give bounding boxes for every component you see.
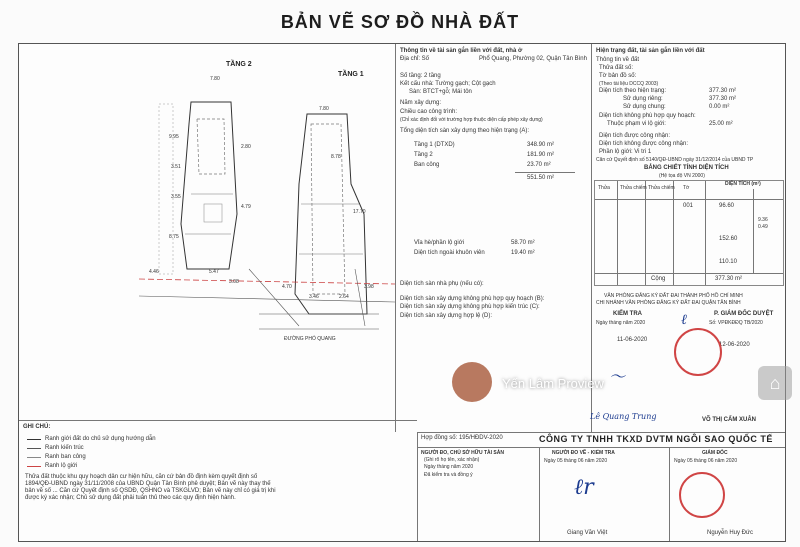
road-width: Phần lộ giới: Vi tri 1 [599,149,652,155]
legend-item: Ranh giới đất do chủ sử dụng hướng dẫn [45,436,156,442]
dim-label: 3.46 [309,294,319,300]
table-cell: 152.60 [719,236,738,242]
signature: 〜 [609,367,626,386]
dim-label: 3.08 [229,279,239,285]
company-seal [679,472,725,518]
dim-label: 4.79 [241,204,251,210]
area-table-subtitle: (Hệ tọa độ VN 2000) [659,173,705,179]
table-header: Tờ [683,185,690,191]
table-cell: 0.49 [758,224,768,230]
street-label: ĐƯỜNG PHỔ QUANG [284,336,336,342]
dim-label: 2.80 [241,144,251,150]
road-label: Thuộc phạm vi lộ giới: [607,121,666,127]
table-cell: 96.60 [719,203,735,209]
land-info-title: Thông tin về đất [596,57,640,63]
dim-label: 3.55 [171,194,181,200]
actual-note: (Chỉ xác định đối với trường hợp thuộc diện cấp phép xây dựng) [400,117,543,123]
table-cell: 110.10 [719,259,737,265]
divider-plan [395,44,396,432]
table-col [753,189,754,273]
outside-label: Diện tích ngoài khuôn viên [414,250,485,256]
unapproved-c: Diện tích sàn xây dựng không phù hợp kiến trúc (C): [400,304,540,310]
private-value: 377.30 m² [709,96,737,102]
dim-label: 3.51 [171,164,181,170]
legend-line [27,457,41,458]
area-row-label: Tầng 2 [414,152,433,158]
legend-line [27,448,41,449]
setback-value: 58.70 m² [511,240,535,246]
table-header: DIỆN TÍCH (m²) [725,181,761,187]
notes-title: GHI CHÚ: [23,424,51,430]
date-label: Ngày tháng năm 2020 [596,320,646,326]
shared-label: Sử dụng chung: [623,104,666,110]
parcel-no: Thửa đất số: [599,65,634,71]
owner-note: (Ghi rõ họ tên, xác nhận) [424,457,480,463]
bottom-line [417,447,785,448]
legend-item: Ranh kiến trúc [45,445,84,451]
table-row-line [595,199,783,200]
dim-label: 3.98 [364,284,374,290]
table-cell: 9.36 [758,217,768,223]
owner-date: Ngày tháng năm 2020 [424,464,474,470]
table-col [673,181,674,285]
owner-note2: Đã kiểm tra và đồng ý [424,472,473,478]
area-row-value: 181.90 m² [527,152,555,158]
legend-item: Ranh lộ giới [45,463,78,469]
office-name: VĂN PHÒNG ĐĂNG KÝ ĐẤT ĐAI THÀNH PHỐ HỒ CHÍ MINH [604,293,743,299]
year-built: Năm xây dựng: [400,100,442,106]
table-header: Thửa chiếm [648,185,675,191]
table-col [705,181,706,285]
director-title: P. GIÁM ĐỐC DUYỆT [714,311,774,317]
dim-label: 2.64 [339,294,349,300]
divider-notes [19,420,417,421]
approved-d: Diện tích sàn xây dựng hợp lệ (D): [400,313,492,319]
drawing-frame [18,43,786,542]
auxiliary-area: Diện tích sàn nhà phụ (nếu có): [400,281,484,287]
map-sheet: Tờ bản đồ số: [599,73,637,79]
page-title: BẢN VẼ SƠ ĐỒ NHÀ ĐẤT [280,12,520,32]
date-approved: 12-06-2020 [719,342,750,348]
table-header: Thửa [598,185,610,191]
dim-label: 17.70 [353,209,366,215]
table-row-line [595,273,783,274]
dim-label: 9.95 [169,134,179,140]
plan-drawing [19,64,395,364]
signer-name: Lê Quang Trung [590,412,657,421]
watermark-text: Yến Lâm Proview [502,376,604,391]
setback-label: Vỉa hè/phần lộ giới [414,240,464,246]
road-value: 25.00 m² [709,121,733,127]
owner-label: NGƯỜI ĐO, CHỦ SỞ HỮU TÀI SẢN [421,450,504,456]
not-recognized-label: Diện tích không được công nhận: [599,141,689,147]
floor1-label: TẦNG 1 [338,71,364,78]
area-table [594,180,784,286]
dim-label: 7.80 [210,76,220,82]
area-table-title: BẢNG CHIẾT TÍNH DIỆN TÍCH [644,165,729,171]
area-row-value: 348.90 m² [527,142,555,148]
actual-area-label: Diện tích theo hiện trạng: [599,88,667,94]
branch-name: CHI NHÁNH VĂN PHÒNG ĐĂNG KÝ ĐẤT ĐAI QUẬN TÂN BÌNH [596,300,741,306]
table-col [617,181,618,285]
total-area-value: 551.50 m² [527,175,555,181]
table-cell: 001 [683,203,694,209]
signature: ℓr [574,475,594,500]
table-total-value: 377.30 m² [715,276,743,282]
recognized-label: Diện tích được công nhận: [599,133,670,139]
sum-line [515,172,575,173]
dim-label: 4.70 [282,284,292,290]
decision: Căn cứ Quyết định số 5140/QĐ-UBND ngày 31/12/2014 của UBND TP [596,157,754,163]
reference: (Theo tài liệu DCCQ 2003) [599,81,659,87]
divider-bottom-left [417,432,418,541]
unapproved-b: Diện tích sàn xây dựng không phù hợp quy hoạch (B): [400,296,545,302]
director-name: Nguyễn Huy Đức [707,530,754,536]
dim-label: 8.78 [331,154,341,160]
record-code: Số: VPĐKĐĐQ TB/2020 [709,320,763,326]
address-value: Phổ Quang, Phường 02, Quận Tân Bình [479,56,587,62]
legend-line [27,466,41,467]
bottom-divider [669,447,670,541]
area-row-value: 23.70 m² [527,162,551,168]
table-header: Thửa chiếm [620,185,647,191]
private-label: Sử dụng riêng: [623,96,663,102]
actual-area-value: 377.30 m² [709,88,737,94]
unapproved-label: Diện tích không phù hợp quy hoạch: [599,113,696,119]
outside-value: 19.40 m² [511,250,535,256]
dim-label: 4.46 [149,269,159,275]
watermark-logo-icon [452,362,492,402]
bottom-divider [539,447,540,541]
surveyor-title: NGƯỜI ĐO VẼ - KIỂM TRA [552,450,615,456]
signature: ℓ [681,312,687,328]
home-icon: ⌂ [758,366,792,400]
shared-value: 0.00 m² [709,104,730,110]
date-checked: 11-06-2020 [617,337,648,343]
director-bottom-title: GIÁM ĐỐC [702,450,728,456]
company-name: CÔNG TY TNHH TKXD DVTM NGÔI SAO QUỐC TẾ [539,434,773,444]
table-total-label: Cộng [651,276,666,282]
height: Chiều cao công trình: [400,109,458,115]
area-row-label: Tầng 1 (DTXD) [414,142,455,148]
table-col [645,181,646,285]
signer-name: VÕ THỊ CẨM XUÂN [702,417,756,423]
land-info-header: Hiện trạng đất, tài sản gắn liền với đất [596,48,705,54]
checked-title: KIỂM TRA [613,311,642,317]
watermark [452,362,792,404]
area-row-label: Ban công [414,162,440,168]
total-area-label: Tổng diện tích sàn xây dựng theo hiện trạng (A): [400,128,530,134]
surveyor-name: Giang Văn Việt [567,530,608,536]
structure: Kết cấu nhà: Tường gạch; Cột gạch [400,81,496,87]
divider-bottom [417,432,785,433]
dim-label: 7.80 [319,106,329,112]
dim-label: 8.75 [169,234,179,240]
director-date: Ngày 05 tháng 06 năm 2020 [674,458,738,464]
notes-text: Thửa đất thuộc khu quy hoạch dân cư hiện hữu, căn cứ bản đồ định kèm quyết định số 1894/QĐ-UBND ngày 31/11/2008 của UBND Quận Tân Bình phê duyệt; Bản vẽ này thay thế bản vẽ số ... Căn cứ Quyết định số QSDĐ, QSHNO và TSKGLVD; Bản vẽ này chỉ có giá trị khi được ký xác nhận; Chủ sử dụng đất phải tuân thủ theo các quy định hiện hành. [25,474,276,501]
contract-no: Hợp đồng số: 195/HĐDV-2020 [421,435,503,441]
floors: Số tầng: 2 tầng [400,73,441,79]
dim-label: 5.47 [209,269,219,275]
floor2-label: TẦNG 2 [226,61,252,68]
address-label: Địa chỉ: Số [400,56,430,62]
floor-material: Sàn: BTCT+gỗ; Mái tôn [409,89,472,95]
building-info-header: Thông tin về tài sản gắn liền với đất, nhà ở [400,48,523,54]
surveyor-date: Ngày 05 tháng 06 năm 2020 [544,458,608,464]
legend-line [27,439,41,440]
legend-item: Ranh ban công [45,454,86,460]
